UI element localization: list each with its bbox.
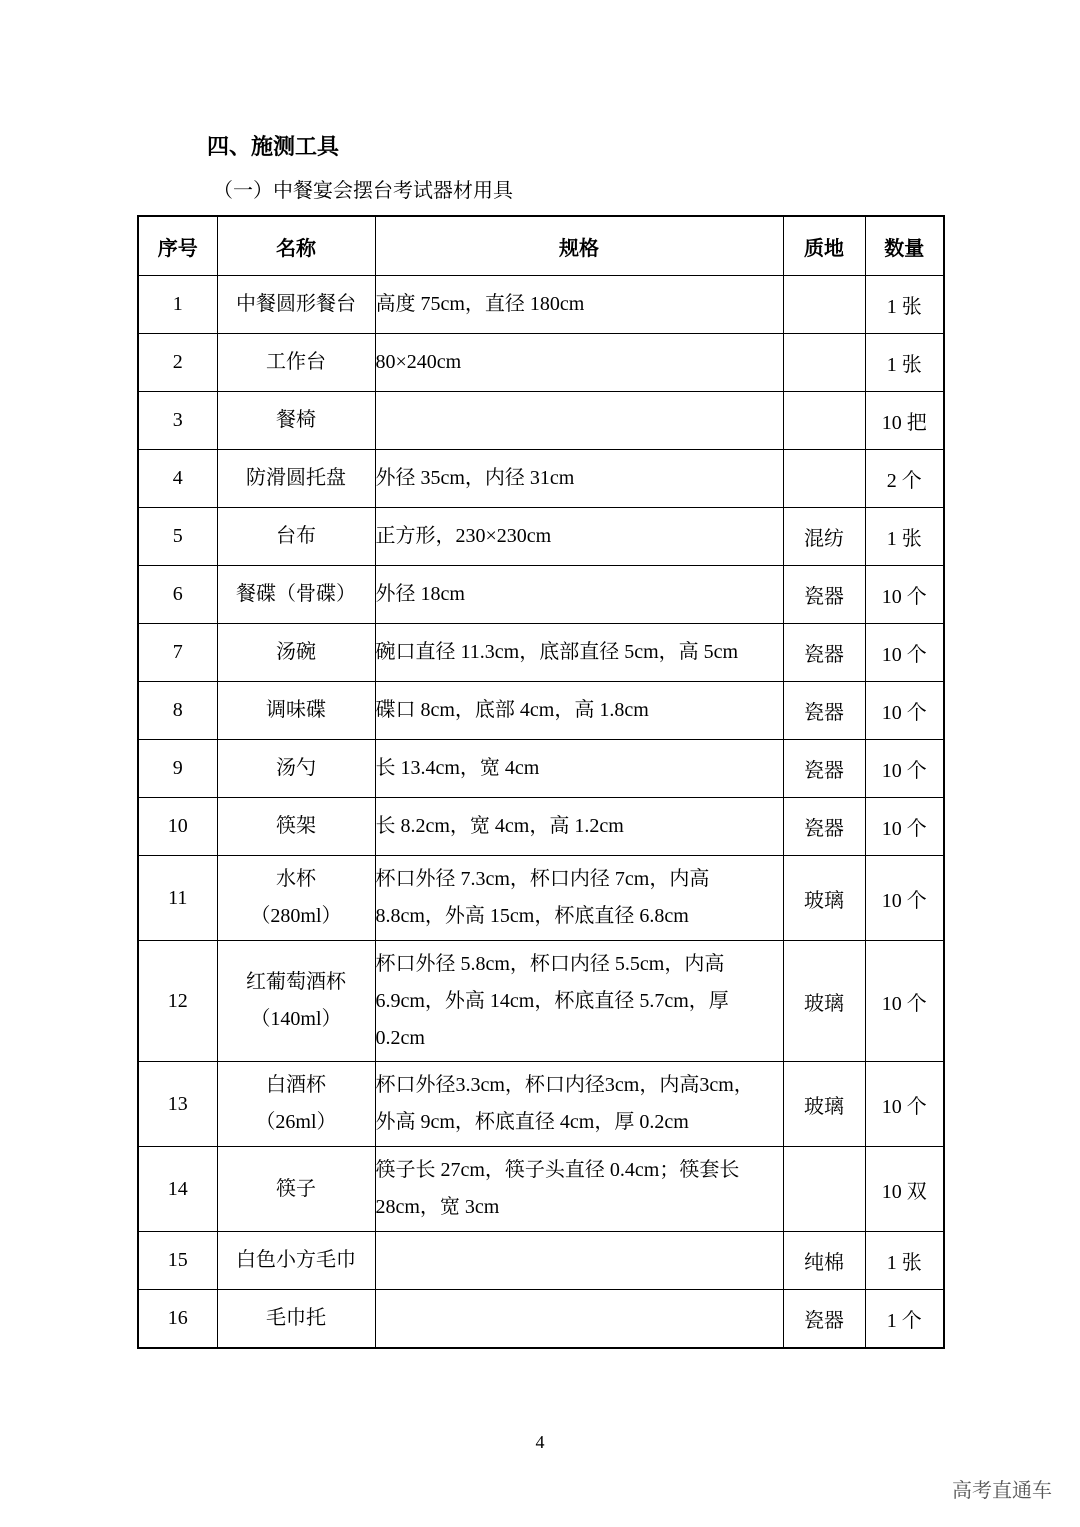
cell-name: 工作台 xyxy=(217,334,375,392)
cell-name: 毛巾托 xyxy=(217,1290,375,1349)
cell-qty: 2 个 xyxy=(865,450,944,508)
cell-spec xyxy=(375,392,783,450)
cell-spec-line: 0.2cm xyxy=(375,1026,425,1049)
cell-spec-line: 6.9cm，外高 14cm，杯底直径 5.7cm，厚 xyxy=(375,989,729,1012)
cell-name: 白色小方毛巾 xyxy=(217,1232,375,1290)
cell-spec-line: 杯口外径3.3cm，杯口内径3cm，内高3cm， xyxy=(375,1074,754,1096)
table-row xyxy=(138,856,944,941)
cell-material xyxy=(783,392,865,450)
cell-name: 台布 xyxy=(217,508,375,566)
table-row xyxy=(138,450,944,508)
cell-qty: 10 个 xyxy=(865,856,944,941)
cell-name: 筷架 xyxy=(217,798,375,856)
table-row xyxy=(138,1147,944,1232)
table-row xyxy=(138,1062,944,1147)
cell-name-line: 红葡萄酒杯 xyxy=(246,971,346,993)
cell-material: 瓷器 xyxy=(783,1290,865,1349)
cell-spec xyxy=(375,1232,783,1290)
cell-spec: 外径 35cm，内径 31cm xyxy=(375,450,783,508)
cell-qty: 1 张 xyxy=(865,508,944,566)
cell-spec xyxy=(375,941,783,1062)
cell-material: 瓷器 xyxy=(783,682,865,740)
cell-spec xyxy=(375,1147,783,1232)
cell-spec-line: 杯口外径 7.3cm，杯口内径 7cm，内高 xyxy=(375,868,710,890)
table-row xyxy=(138,624,944,682)
cell-spec: 长 13.4cm，宽 4cm xyxy=(375,740,783,798)
cell-spec-line: 外高 9cm，杯底直径 4cm，厚 0.2cm xyxy=(375,1111,689,1133)
header-no: 序号 xyxy=(138,216,217,276)
cell-spec-line: 28cm，宽 3cm xyxy=(375,1196,500,1218)
cell-spec: 长 8.2cm，宽 4cm，高 1.2cm xyxy=(375,798,783,856)
section-heading: 四、施测工具 xyxy=(207,134,340,159)
table-row xyxy=(138,740,944,798)
cell-no: 9 xyxy=(138,740,217,798)
table-row xyxy=(138,566,944,624)
header-spec: 规格 xyxy=(375,216,783,276)
header-name: 名称 xyxy=(217,216,375,276)
cell-material: 瓷器 xyxy=(783,798,865,856)
cell-no: 2 xyxy=(138,334,217,392)
cell-no: 6 xyxy=(138,566,217,624)
cell-name: 汤勺 xyxy=(217,740,375,798)
cell-name-line: 水杯 xyxy=(276,868,316,890)
cell-qty: 1 张 xyxy=(865,1232,944,1290)
cell-qty: 10 个 xyxy=(865,682,944,740)
cell-name: 调味碟 xyxy=(217,682,375,740)
table-row xyxy=(138,1232,944,1290)
table-row xyxy=(138,798,944,856)
cell-no: 14 xyxy=(138,1147,217,1232)
table-row xyxy=(138,334,944,392)
cell-name xyxy=(217,1062,375,1147)
cell-name-line: （280ml） xyxy=(250,905,342,927)
cell-no: 5 xyxy=(138,508,217,566)
cell-qty: 10 个 xyxy=(865,566,944,624)
table-header-row xyxy=(138,216,944,276)
cell-spec: 外径 18cm xyxy=(375,566,783,624)
cell-no: 1 xyxy=(138,276,217,334)
equipment-table xyxy=(137,215,945,1349)
cell-no: 16 xyxy=(138,1290,217,1349)
cell-material xyxy=(783,450,865,508)
cell-qty: 10 个 xyxy=(865,798,944,856)
cell-no: 10 xyxy=(138,798,217,856)
cell-material xyxy=(783,276,865,334)
table-row xyxy=(138,508,944,566)
header-material: 质地 xyxy=(783,216,865,276)
header-qty: 数量 xyxy=(865,216,944,276)
cell-no: 12 xyxy=(138,941,217,1062)
cell-material: 瓷器 xyxy=(783,624,865,682)
cell-spec: 高度 75cm，直径 180cm xyxy=(375,276,783,334)
cell-name-line: 白酒杯 xyxy=(266,1074,326,1096)
cell-qty: 1 张 xyxy=(865,276,944,334)
table-row xyxy=(138,941,944,1062)
cell-name xyxy=(217,856,375,941)
cell-no: 4 xyxy=(138,450,217,508)
cell-material xyxy=(783,334,865,392)
cell-name: 汤碗 xyxy=(217,624,375,682)
cell-no: 3 xyxy=(138,392,217,450)
cell-name: 餐碟（骨碟） xyxy=(217,566,375,624)
cell-spec: 碗口直径 11.3cm，底部直径 5cm，高 5cm xyxy=(375,624,783,682)
cell-spec xyxy=(375,1062,783,1147)
cell-no: 8 xyxy=(138,682,217,740)
cell-spec: 碟口 8cm，底部 4cm，高 1.8cm xyxy=(375,682,783,740)
cell-spec-line: 杯口外径 5.8cm，杯口内径 5.5cm，内高 xyxy=(375,952,725,975)
cell-spec: 正方形，230×230cm xyxy=(375,508,783,566)
cell-material: 瓷器 xyxy=(783,566,865,624)
table-row xyxy=(138,392,944,450)
page-number: 4 xyxy=(535,1432,545,1452)
cell-qty: 10 个 xyxy=(865,941,944,1062)
cell-qty: 10 个 xyxy=(865,1062,944,1147)
cell-qty: 1 张 xyxy=(865,334,944,392)
cell-material: 瓷器 xyxy=(783,740,865,798)
cell-name: 餐椅 xyxy=(217,392,375,450)
cell-qty: 10 把 xyxy=(865,392,944,450)
cell-spec: 80×240cm xyxy=(375,334,783,392)
cell-no: 7 xyxy=(138,624,217,682)
cell-spec-line: 8.8cm，外高 15cm，杯底直径 6.8cm xyxy=(375,905,689,927)
cell-qty: 10 个 xyxy=(865,624,944,682)
cell-no: 11 xyxy=(138,856,217,941)
cell-no: 13 xyxy=(138,1062,217,1147)
cell-qty: 10 个 xyxy=(865,740,944,798)
cell-spec xyxy=(375,856,783,941)
cell-name xyxy=(217,941,375,1062)
cell-material: 玻璃 xyxy=(783,941,865,1062)
table-row xyxy=(138,1290,944,1349)
cell-spec-line: 筷子长 27cm，筷子头直径 0.4cm；筷套长 xyxy=(375,1159,740,1181)
section-subheading: （一）中餐宴会摆台考试器材用具 xyxy=(213,180,513,202)
cell-name: 筷子 xyxy=(217,1147,375,1232)
cell-material: 纯棉 xyxy=(783,1232,865,1290)
cell-spec xyxy=(375,1290,783,1349)
cell-name-line: （140ml） xyxy=(250,1008,342,1030)
watermark-text: 高考直通车 xyxy=(952,1478,1052,1502)
cell-material: 混纺 xyxy=(783,508,865,566)
cell-material: 玻璃 xyxy=(783,856,865,941)
cell-name: 防滑圆托盘 xyxy=(217,450,375,508)
table-row xyxy=(138,276,944,334)
cell-material xyxy=(783,1147,865,1232)
table-row xyxy=(138,682,944,740)
cell-material: 玻璃 xyxy=(783,1062,865,1147)
cell-name: 中餐圆形餐台 xyxy=(217,276,375,334)
cell-qty: 10 双 xyxy=(865,1147,944,1232)
cell-name-line: （26ml） xyxy=(255,1111,337,1133)
cell-qty: 1 个 xyxy=(865,1290,944,1349)
cell-no: 15 xyxy=(138,1232,217,1290)
